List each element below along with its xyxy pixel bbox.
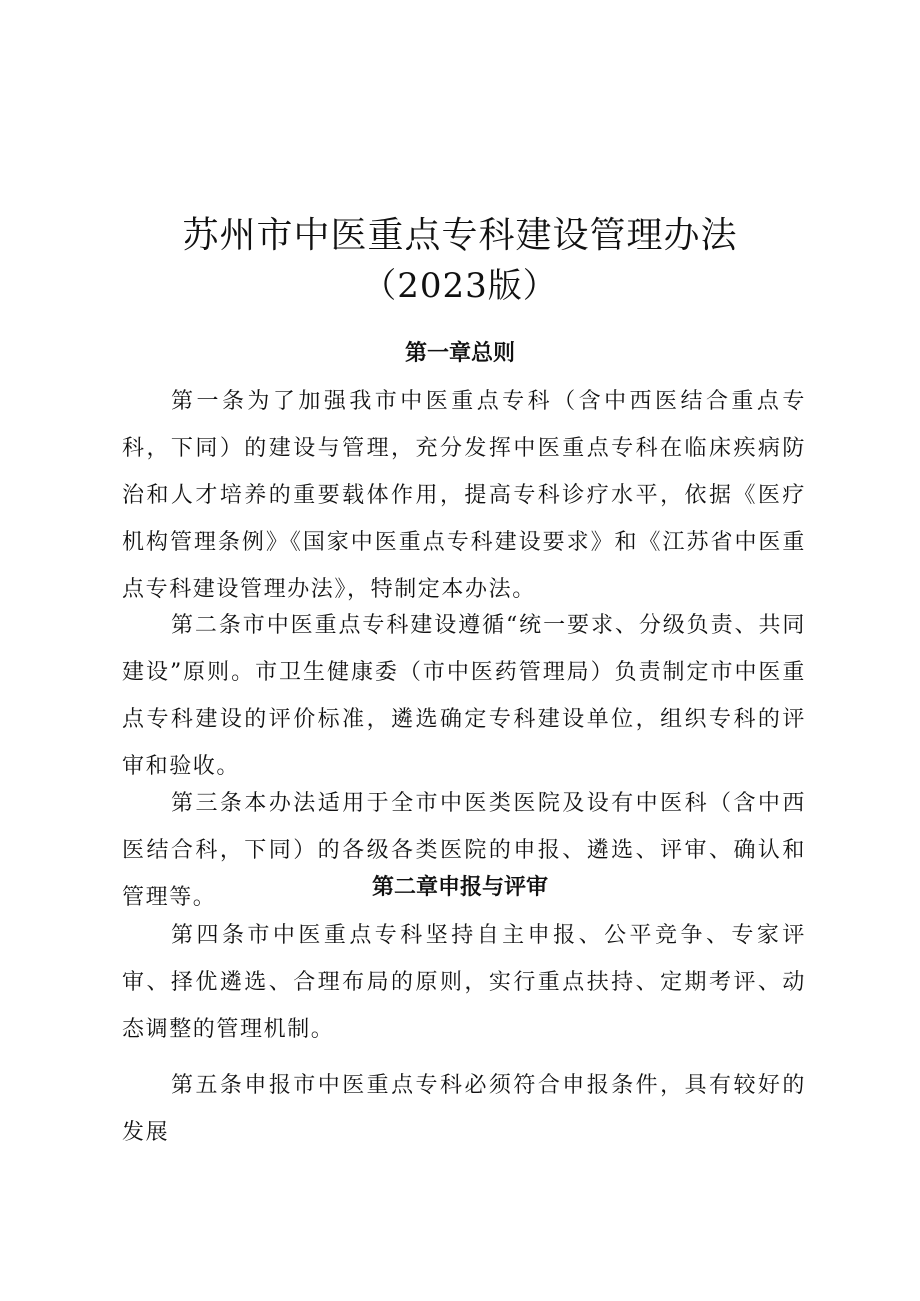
- article-3-paragraph: 第三条本办法适用于全市中医类医院及设有中医科（含中西医结合科，下同）的各级各类医院的申报、遴选、评审、确认和管理等。: [122, 791, 806, 910]
- chapter-2-heading: 第二章申报与评审: [371, 875, 548, 900]
- document-title: 苏州市中医重点专科建设管理办法: [182, 215, 738, 256]
- chapter-1-heading: 第一章总则: [404, 341, 515, 366]
- article-4-paragraph: 第四条市中医重点专科坚持自主申报、公平竞争、专家评审、择优遴选、合理布局的原则，实行重点扶持、定期考评、动态调整的管理机制。: [122, 923, 806, 1042]
- article-5-paragraph: 第五条申报市中医重点专科必须符合申报条件，具有较好的发展: [122, 1073, 806, 1145]
- article-2-paragraph: 第二条市中医重点专科建设遵循“统一要求、分级负责、共同建设”原则。市卫生健康委（市中医药管理局）负责制定市中医重点专科建设的评价标准，遴选确定专科建设单位，组织专科的评审和验收。: [122, 613, 806, 779]
- document-subtitle: （2023版）: [362, 266, 558, 306]
- article-1-paragraph: 第一条为了加强我市中医重点专科（含中西医结合重点专科，下同）的建设与管理，充分发挥中医重点专科在临床疾病防治和人才培养的重要载体作用，提高专科诊疗水平，依据《医疗机构管理条例》《国家中医重点专科建设要求》和《江苏省中医重点专科建设管理办法》，特制定本办法。: [122, 389, 806, 602]
